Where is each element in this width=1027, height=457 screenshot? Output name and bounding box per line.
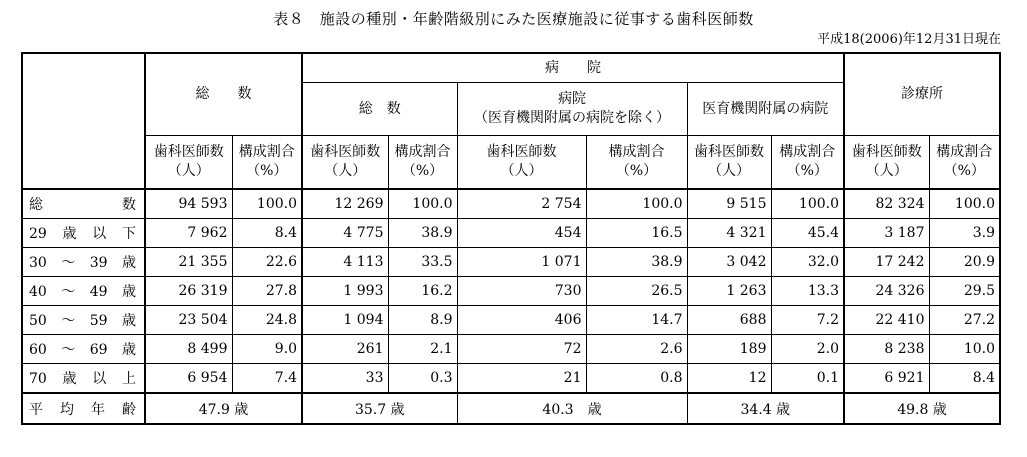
count-cell: 4 321 <box>687 219 771 248</box>
subheader-count-line2: （人） <box>167 163 210 179</box>
subheader-count <box>145 136 232 190</box>
row-label: 70 歳 以 上 <box>22 364 145 394</box>
ratio-cell: 2.0 <box>771 335 844 364</box>
count-cell: 7 962 <box>145 219 232 248</box>
subheader-ratio <box>771 136 844 190</box>
ratio-cell: 16.5 <box>586 219 687 248</box>
table-row <box>22 277 1000 306</box>
header-hospital-total: 総 数 <box>302 83 457 136</box>
header-clinic: 診療所 <box>844 53 1000 136</box>
count-cell: 82 324 <box>844 189 929 219</box>
count-cell: 3 187 <box>844 219 929 248</box>
ratio-cell: 16.2 <box>388 277 457 306</box>
average-total: 47.9 歳 <box>145 393 302 424</box>
subheader-count <box>302 136 388 190</box>
count-cell: 3 042 <box>687 248 771 277</box>
subheader-count <box>844 136 929 190</box>
subheader-count-line2: （人） <box>865 163 908 179</box>
count-cell: 26 319 <box>145 277 232 306</box>
ratio-cell: 100.0 <box>586 189 687 219</box>
subheader-count-line1: 歯科医師数 <box>310 144 381 160</box>
ratio-cell: 26.5 <box>586 277 687 306</box>
header-total: 総 数 <box>145 53 302 136</box>
count-cell: 730 <box>457 277 586 306</box>
table-body <box>22 189 1000 393</box>
count-cell: 6 921 <box>844 364 929 394</box>
subheader-ratio-line2: （%） <box>615 163 658 179</box>
subheader-count-line2: （人） <box>708 163 750 179</box>
count-cell: 261 <box>302 335 388 364</box>
count-cell: 9 515 <box>687 189 771 219</box>
corner-cell <box>22 53 145 189</box>
subheader-count-line1: 歯科医師数 <box>486 144 557 160</box>
count-cell: 406 <box>457 306 586 335</box>
count-cell: 4 775 <box>302 219 388 248</box>
header-hospital-general-line2: （医育機関附属の病院を除く） <box>474 110 670 126</box>
subheader-ratio-line1: 構成割合 <box>779 144 836 160</box>
row-label: 50 ～ 59 歳 <box>22 306 145 335</box>
table-row <box>22 364 1000 394</box>
count-cell: 6 954 <box>145 364 232 394</box>
count-cell: 21 <box>457 364 586 394</box>
row-label: 総 数 <box>22 189 145 219</box>
average-row <box>22 393 1000 424</box>
subheader-count-line1: 歯科医師数 <box>851 144 922 160</box>
subheader-ratio-line2: （%） <box>401 163 444 179</box>
count-cell: 189 <box>687 335 771 364</box>
ratio-cell: 7.4 <box>232 364 302 394</box>
table-title: 表８ 施設の種別・年齢階級別にみた医療施設に従事する歯科医師数 <box>273 10 754 28</box>
header-hospital-general <box>457 83 687 136</box>
header-row-3 <box>22 136 1000 190</box>
ratio-cell: 0.1 <box>771 364 844 394</box>
average-label: 平 均 年 齢 <box>22 393 145 424</box>
header-hospital-general-line1: 病院 <box>558 91 586 107</box>
subheader-ratio <box>586 136 687 190</box>
ratio-cell: 100.0 <box>771 189 844 219</box>
average-hospital-general: 40.3 歳 <box>457 393 687 424</box>
header-hospital-univ: 医育機関附属の病院 <box>687 83 844 136</box>
count-cell: 21 355 <box>145 248 232 277</box>
dentist-table <box>21 52 1001 425</box>
table-row <box>22 335 1000 364</box>
subheader-count-line1: 歯科医師数 <box>694 144 764 160</box>
ratio-cell: 20.9 <box>929 248 1000 277</box>
count-cell: 12 <box>687 364 771 394</box>
row-label: 60 ～ 69 歳 <box>22 335 145 364</box>
average-clinic: 49.8 歳 <box>844 393 1000 424</box>
as-of-date: 平成18(2006)年12月31日現在 <box>817 32 1001 47</box>
subheader-ratio-line2: （%） <box>786 163 828 179</box>
ratio-cell: 8.4 <box>232 219 302 248</box>
ratio-cell: 100.0 <box>388 189 457 219</box>
table-row <box>22 189 1000 219</box>
ratio-cell: 13.3 <box>771 277 844 306</box>
table-row <box>22 306 1000 335</box>
ratio-cell: 32.0 <box>771 248 844 277</box>
count-cell: 4 113 <box>302 248 388 277</box>
ratio-cell: 33.5 <box>388 248 457 277</box>
count-cell: 12 269 <box>302 189 388 219</box>
header-row-1 <box>22 53 1000 83</box>
table-row <box>22 248 1000 277</box>
header-hospital: 病 院 <box>302 53 844 83</box>
count-cell: 72 <box>457 335 586 364</box>
subheader-count <box>687 136 771 190</box>
subheader-count <box>457 136 586 190</box>
average-hospital-univ: 34.4 歳 <box>687 393 844 424</box>
ratio-cell: 22.6 <box>232 248 302 277</box>
count-cell: 33 <box>302 364 388 394</box>
ratio-cell: 38.9 <box>586 248 687 277</box>
count-cell: 23 504 <box>145 306 232 335</box>
ratio-cell: 2.1 <box>388 335 457 364</box>
ratio-cell: 29.5 <box>929 277 1000 306</box>
subheader-ratio-line1: 構成割合 <box>238 144 295 160</box>
subheader-ratio <box>232 136 302 190</box>
count-cell: 1 094 <box>302 306 388 335</box>
count-cell: 94 593 <box>145 189 232 219</box>
ratio-cell: 8.9 <box>388 306 457 335</box>
count-cell: 8 499 <box>145 335 232 364</box>
ratio-cell: 38.9 <box>388 219 457 248</box>
ratio-cell: 24.8 <box>232 306 302 335</box>
average-hospital-total: 35.7 歳 <box>302 393 457 424</box>
count-cell: 17 242 <box>844 248 929 277</box>
ratio-cell: 8.4 <box>929 364 1000 394</box>
ratio-cell: 27.2 <box>929 306 1000 335</box>
ratio-cell: 2.6 <box>586 335 687 364</box>
subheader-ratio <box>388 136 457 190</box>
ratio-cell: 14.7 <box>586 306 687 335</box>
subheader-ratio <box>929 136 1000 190</box>
count-cell: 1 993 <box>302 277 388 306</box>
count-cell: 1 071 <box>457 248 586 277</box>
subheader-count-line2: （人） <box>500 163 543 179</box>
row-label: 30 ～ 39 歳 <box>22 248 145 277</box>
ratio-cell: 0.3 <box>388 364 457 394</box>
count-cell: 1 263 <box>687 277 771 306</box>
ratio-cell: 9.0 <box>232 335 302 364</box>
subheader-ratio-line1: 構成割合 <box>394 144 451 160</box>
count-cell: 688 <box>687 306 771 335</box>
ratio-cell: 3.9 <box>929 219 1000 248</box>
ratio-cell: 100.0 <box>929 189 1000 219</box>
ratio-cell: 10.0 <box>929 335 1000 364</box>
ratio-cell: 7.2 <box>771 306 844 335</box>
count-cell: 24 326 <box>844 277 929 306</box>
subheader-ratio-line2: （%） <box>246 163 288 179</box>
subheader-ratio-line1: 構成割合 <box>608 144 665 160</box>
count-cell: 8 238 <box>844 335 929 364</box>
subheader-ratio-line2: （%） <box>943 163 985 179</box>
row-label: 40 ～ 49 歳 <box>22 277 145 306</box>
count-cell: 22 410 <box>844 306 929 335</box>
subheader-ratio-line1: 構成割合 <box>936 144 993 160</box>
row-label: 29 歳 以 下 <box>22 219 145 248</box>
ratio-cell: 45.4 <box>771 219 844 248</box>
subheader-count-line1: 歯科医師数 <box>153 144 224 160</box>
ratio-cell: 0.8 <box>586 364 687 394</box>
ratio-cell: 100.0 <box>232 189 302 219</box>
count-cell: 454 <box>457 219 586 248</box>
table-row <box>22 219 1000 248</box>
ratio-cell: 27.8 <box>232 277 302 306</box>
count-cell: 2 754 <box>457 189 586 219</box>
subheader-count-line2: （人） <box>324 163 367 179</box>
